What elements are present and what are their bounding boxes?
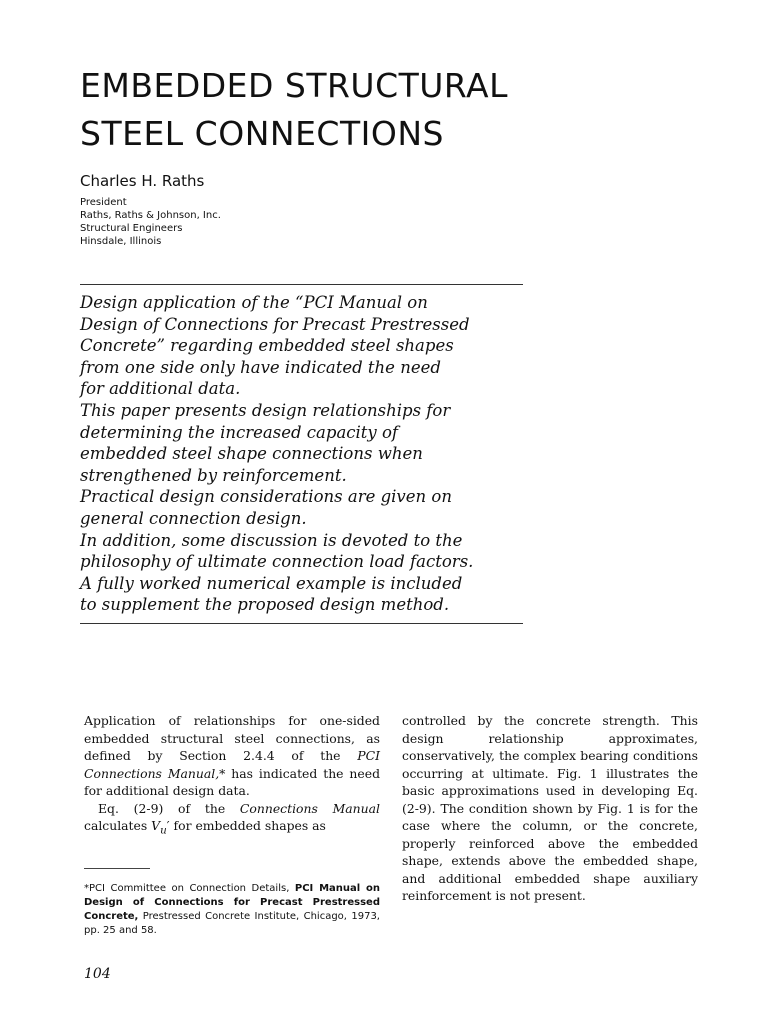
- abstract-line: This paper presents design relationships for: [80, 400, 451, 420]
- title-line-2: STEEL CONNECTIONS: [80, 114, 444, 153]
- abstract-line: to supplement the proposed design method.: [80, 595, 450, 615]
- footnote-text: Prestressed Concrete Institute, Chicago, 1973, pp. 25 and 58.: [84, 911, 380, 936]
- footnote-text: *PCI Committee on Connection Details,: [84, 883, 295, 894]
- paper-title: [80, 62, 508, 158]
- abstract-line: determining the increased capacity of: [80, 422, 399, 442]
- abstract-bottom-rule: [80, 623, 523, 624]
- body-text: Eq. (2-9) of the: [98, 800, 240, 816]
- footnote: [84, 882, 380, 938]
- body-column-left: [84, 712, 380, 840]
- abstract-line: A fully worked numerical example is included: [80, 573, 463, 593]
- body-text: Application of relationships for one-sided embedded structural steel connections, as defined by Section 2.4.4 of the: [84, 713, 380, 763]
- abstract-line: strengthened by reinforcement.: [80, 465, 347, 485]
- body-paragraph: [84, 712, 380, 800]
- abstract-line: Concrete” regarding embedded steel shapes: [80, 336, 454, 356]
- affiliation-line: Structural Engineers: [80, 223, 183, 234]
- variable: V: [151, 818, 161, 833]
- abstract: [80, 292, 530, 616]
- body-paragraph: [84, 800, 380, 840]
- body-column-right: [402, 712, 698, 905]
- body-text: * has indicated the need for additional design data.: [84, 765, 380, 798]
- body-text: calculates: [84, 818, 152, 833]
- author-affiliation: [80, 196, 221, 248]
- footnote-rule: [84, 868, 150, 869]
- title-line-1: EMBEDDED STRUCTURAL: [80, 66, 508, 105]
- body-emphasis: PCI Connections Manual,: [84, 748, 380, 781]
- affiliation-line: Hinsdale, Illinois: [80, 236, 162, 247]
- page-number: 104: [84, 966, 111, 982]
- abstract-line: embedded steel shape connections when: [80, 444, 423, 464]
- affiliation-line: President: [80, 197, 127, 208]
- affiliation-line: Raths, Raths & Johnson, Inc.: [80, 210, 221, 221]
- body-emphasis: Connections Manual: [239, 800, 380, 816]
- body-paragraph: controlled by the concrete strength. This design relationship approximates, conservatively, the complex bearing conditions occurring at ultimate. Fig. 1 illustrates the basic approximations used in developing Eq. (2-9). The condition shown by Fig. 1 is for the case where the column, or the concrete, properly reinforced above the embedded shape, extends above the embedded shape, and additional embedded shape auxiliary reinforcement is not present.: [402, 713, 698, 903]
- body-text: ′ for embedded shapes as: [166, 818, 326, 833]
- abstract-line: for additional data.: [80, 379, 241, 399]
- abstract-line: In addition, some discussion is devoted to the: [80, 530, 463, 550]
- abstract-top-rule: [80, 284, 523, 285]
- abstract-line: general connection design.: [80, 508, 307, 528]
- footnote-reference-title: PCI Manual on Design of Connections for Precast Prestressed Concrete,: [84, 883, 380, 922]
- abstract-line: Design application of the “PCI Manual on: [80, 293, 428, 312]
- abstract-line: from one side only have indicated the need: [80, 357, 441, 377]
- abstract-line: Practical design considerations are given on: [80, 487, 452, 507]
- author-name: Charles H. Raths: [80, 172, 205, 190]
- abstract-line: Design of Connections for Precast Prestressed: [80, 314, 470, 334]
- variable-subscript: u: [160, 824, 167, 837]
- abstract-line: philosophy of ultimate connection load factors.: [80, 552, 474, 572]
